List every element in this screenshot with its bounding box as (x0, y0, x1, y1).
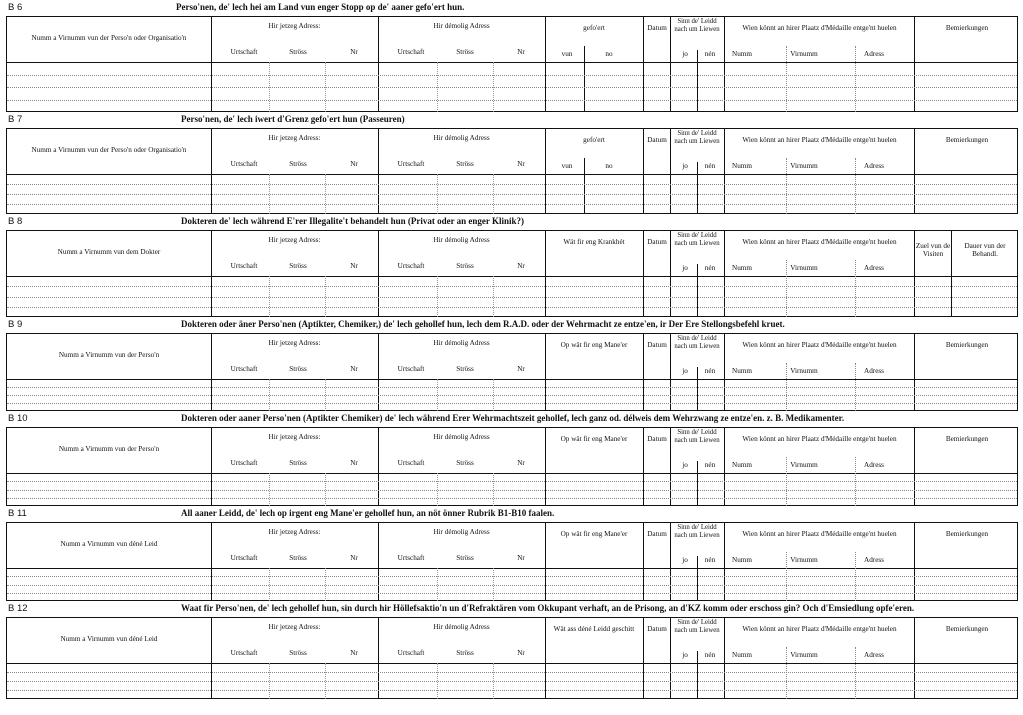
current-address-sub: Urtschaft (230, 649, 258, 657)
medal-address: Adress (864, 461, 884, 469)
section-header (6, 2, 1018, 17)
column-divider (211, 333, 212, 410)
section-table (6, 333, 1018, 411)
medal-header: Wien könnt an hirer Plaatz d'Médaille entge'nt huelen (742, 530, 897, 538)
former-address-sub: Urtschaft (397, 365, 425, 373)
current-address-sub: Ströss (289, 554, 307, 562)
medal-name: Numm (732, 461, 752, 469)
column-divider (670, 16, 671, 111)
former-address-sub: Urtschaft (397, 160, 425, 168)
column-divider (724, 522, 725, 600)
medal-firstname: Virnumm (790, 367, 818, 375)
middle-column-header: gefo'ert (583, 136, 605, 144)
to-sub: no (605, 50, 613, 58)
remarks-header: Bemierkungen (945, 530, 989, 538)
column-divider (697, 50, 698, 111)
section-b6 (6, 2, 1018, 112)
current-address-sub: Ströss (289, 649, 307, 657)
column-divider (378, 128, 379, 213)
former-address-header: Hir démolig Adress (433, 623, 490, 631)
name-column-header: Numm a Virnumm vun dem Dokter (57, 248, 161, 256)
medal-firstname: Virnumm (790, 651, 818, 659)
former-address-sub: Ströss (456, 48, 474, 56)
former-address-sub: Nr (517, 459, 525, 467)
alive-yes: jo (682, 264, 688, 272)
former-address-sub: Nr (517, 160, 525, 168)
column-divider (914, 522, 915, 600)
medal-header: Wien könnt an hirer Plaatz d'Médaille entge'nt huelen (742, 625, 897, 633)
remarks-header: Bemierkungen (945, 341, 989, 349)
current-address-header: Hir jetzeg Adress: (268, 22, 321, 30)
column-divider (914, 333, 915, 410)
visits-header: Zuel vun de Visiten (915, 242, 951, 258)
section-table (6, 128, 1018, 214)
to-sub: no (605, 162, 613, 170)
current-address-sub: Urtschaft (230, 160, 258, 168)
medal-header: Wien könnt an hirer Plaatz d'Médaille entge'nt huelen (742, 238, 897, 246)
former-address-sub: Nr (517, 554, 525, 562)
alive-yes: jo (682, 556, 688, 564)
current-address-sub: Urtschaft (230, 262, 258, 270)
section-header (6, 114, 1018, 129)
row-rule (7, 490, 1017, 491)
medal-firstname: Virnumm (790, 162, 818, 170)
section-code: B 7 (8, 114, 23, 125)
row-rule (7, 87, 1017, 88)
middle-column-header: Op wät fir eng Mane'er (560, 435, 628, 443)
section-header (6, 508, 1018, 523)
medal-firstname: Virnumm (790, 461, 818, 469)
row-rule (7, 387, 1017, 388)
section-code: B 6 (8, 2, 23, 13)
row-rule (7, 75, 1017, 76)
section-code: B 10 (8, 413, 28, 424)
section-b11 (6, 508, 1018, 601)
section-header (6, 216, 1018, 231)
column-divider (914, 427, 915, 505)
column-divider (545, 617, 546, 698)
column-divider (211, 617, 212, 698)
row-rule (7, 194, 1017, 195)
alive-header: Sinn de' Leidd nach um Liewen (674, 619, 720, 634)
alive-header: Sinn de' Leidd nach um Liewen (674, 429, 720, 444)
row-rule (7, 184, 1017, 185)
medal-header: Wien könnt an hirer Plaatz d'Médaille entge'nt huelen (742, 24, 897, 32)
current-address-sub: Nr (350, 48, 358, 56)
alive-header: Sinn de' Leidd nach um Liewen (674, 524, 720, 539)
section-title: Perso'nen, de' lech iwert d'Grenz gefo'ert hun (Passeuren) (181, 114, 405, 124)
column-divider (914, 128, 915, 213)
former-address-header: Hir démolig Adress (433, 236, 490, 244)
header-divider (7, 276, 1017, 277)
alive-no: nén (704, 651, 716, 659)
section-title: All aaner Leidd, de' lech op irgent eng Mane'er gehollef hun, an nöt önner Rubrik B1-B10 faalen. (181, 508, 555, 518)
column-divider (378, 333, 379, 410)
column-divider (378, 617, 379, 698)
column-divider (724, 333, 725, 410)
former-address-sub: Urtschaft (397, 459, 425, 467)
medal-firstname: Virnumm (790, 556, 818, 564)
section-title: Dokteren oder äner Perso'nen (Aptikter, Chemiker,) de' lech gehollef hun, lech dem R.A.D. oder der Wehrmacht ze entze'en, ir Der Ere Stellongsbefehl kruet. (181, 319, 785, 329)
current-address-sub: Ströss (289, 160, 307, 168)
alive-no: nén (704, 461, 716, 469)
former-address-sub: Ströss (456, 365, 474, 373)
former-address-sub: Urtschaft (397, 48, 425, 56)
alive-no: nén (704, 50, 716, 58)
medal-address: Adress (864, 556, 884, 564)
medal-firstname: Virnumm (790, 264, 818, 272)
name-column-header: Numm a Virnumm vun der Perso'n oder Organisatio'n (31, 146, 187, 154)
column-divider (670, 128, 671, 213)
section-title: Waat fir Perso'nen, de' lech gehollef hun, sin durch hir Höllefsaktio'n un d'Refraktären vom Okkupant verhaft, an de Prisong, an d'KZ komm oder erschoss gin? Och d'Emsiedlung opfe'eren. (181, 603, 915, 613)
section-header (6, 413, 1018, 428)
current-address-sub: Urtschaft (230, 459, 258, 467)
row-rule (7, 307, 1017, 308)
row-rule (7, 690, 1017, 691)
column-divider (914, 16, 915, 111)
section-header (6, 603, 1018, 618)
former-address-sub: Ströss (456, 649, 474, 657)
header-divider (7, 473, 1017, 474)
column-divider (545, 128, 546, 213)
former-address-sub: Ströss (456, 554, 474, 562)
medal-name: Numm (732, 367, 752, 375)
section-code: B 11 (8, 508, 27, 519)
former-address-sub: Nr (517, 365, 525, 373)
current-address-header: Hir jetzeg Adress: (268, 339, 321, 347)
column-divider (584, 46, 585, 112)
column-divider (378, 16, 379, 111)
column-divider (545, 522, 546, 600)
current-address-sub: Nr (350, 365, 358, 373)
column-divider (670, 617, 671, 698)
date-header: Datum (647, 24, 667, 32)
medal-address: Adress (864, 162, 884, 170)
row-rule (7, 672, 1017, 673)
column-divider (724, 617, 725, 698)
former-address-sub: Nr (517, 48, 525, 56)
section-code: B 8 (8, 216, 23, 227)
medal-header: Wien könnt an hirer Plaatz d'Médaille entge'nt huelen (742, 341, 897, 349)
header-divider (7, 379, 1017, 380)
section-code: B 9 (8, 319, 23, 330)
header-divider (7, 62, 1017, 63)
section-title: Dokteren oder aaner Perso'nen (Aptikter Chemiker) de' lech während Erer Wehrmachtszeit gehollef, lech ganz od. délweis dem Wehrzwang ze entze'en. z. B. Medikamenter. (181, 413, 845, 423)
column-divider (724, 128, 725, 213)
column-divider (545, 333, 546, 410)
column-divider (914, 617, 915, 698)
remarks-header: Bemierkungen (945, 24, 989, 32)
current-address-sub: Urtschaft (230, 48, 258, 56)
column-divider (670, 522, 671, 600)
column-divider (211, 427, 212, 505)
row-rule (7, 286, 1017, 287)
column-divider (378, 427, 379, 505)
medal-header: Wien könnt an hirer Plaatz d'Médaille entge'nt huelen (742, 435, 897, 443)
former-address-header: Hir démolig Adress (433, 433, 490, 441)
row-rule (7, 498, 1017, 499)
current-address-header: Hir jetzeg Adress: (268, 623, 321, 631)
former-address-sub: Ströss (456, 262, 474, 270)
alive-no: nén (704, 367, 716, 375)
section-b9 (6, 319, 1018, 411)
former-address-sub: Urtschaft (397, 649, 425, 657)
middle-column-header: gefo'ert (583, 24, 605, 32)
name-column-header: Numm a Virnumm vun déné Leid (60, 540, 158, 548)
alive-yes: jo (682, 461, 688, 469)
from-sub: vun (561, 50, 573, 58)
column-divider (211, 16, 212, 111)
current-address-sub: Urtschaft (230, 365, 258, 373)
current-address-header: Hir jetzeg Adress: (268, 236, 321, 244)
column-divider (724, 16, 725, 111)
date-header: Datum (647, 136, 667, 144)
alive-header: Sinn de' Leidd nach um Liewen (674, 335, 720, 350)
medal-header: Wien könnt an hirer Plaatz d'Médaille entge'nt huelen (742, 136, 897, 144)
row-rule (7, 297, 1017, 298)
row-rule (7, 585, 1017, 586)
section-table (6, 617, 1018, 699)
former-address-header: Hir démolig Adress (433, 339, 490, 347)
former-address-header: Hir démolig Adress (433, 134, 490, 142)
name-column-header: Numm a Virnumm vun der Perso'n (58, 445, 160, 453)
alive-header: Sinn de' Leidd nach um Liewen (674, 18, 720, 33)
middle-column-header: Op wät fir eng Mane'er (560, 341, 628, 349)
current-address-sub: Nr (350, 262, 358, 270)
current-address-sub: Nr (350, 459, 358, 467)
section-title: Dokteren de' lech während E'rer Illegalite't behandelt hun (Privat oder an enger Klinik?) (181, 216, 525, 226)
section-header (6, 319, 1018, 334)
former-address-sub: Nr (517, 262, 525, 270)
column-divider (545, 16, 546, 111)
column-divider (724, 230, 725, 316)
name-column-header: Numm a Virnumm vun der Perso'n (58, 351, 160, 359)
section-table (6, 230, 1018, 317)
alive-yes: jo (682, 367, 688, 375)
former-address-sub: Urtschaft (397, 262, 425, 270)
row-rule (7, 100, 1017, 101)
column-divider (378, 522, 379, 600)
column-divider (670, 427, 671, 505)
current-address-sub: Nr (350, 554, 358, 562)
current-address-sub: Ströss (289, 262, 307, 270)
remarks-header: Bemierkungen (945, 136, 989, 144)
header-divider (7, 174, 1017, 175)
date-header: Datum (647, 238, 667, 246)
section-b12 (6, 603, 1018, 699)
current-address-sub: Ströss (289, 365, 307, 373)
date-header: Datum (647, 530, 667, 538)
row-rule (7, 593, 1017, 594)
column-divider (545, 230, 546, 316)
column-divider (697, 162, 698, 213)
alive-header: Sinn de' Leidd nach um Liewen (674, 130, 720, 145)
section-b10 (6, 413, 1018, 506)
column-divider (670, 230, 671, 316)
date-header: Datum (647, 341, 667, 349)
medal-address: Adress (864, 367, 884, 375)
medal-name: Numm (732, 651, 752, 659)
former-address-header: Hir démolig Adress (433, 22, 490, 30)
column-divider (211, 230, 212, 316)
date-header: Datum (647, 435, 667, 443)
name-column-header: Numm a Virnumm vun der Perso'n oder Organisatio'n (31, 34, 187, 42)
duration-header: Dauer vun der Behandl. (964, 242, 1006, 258)
column-divider (378, 230, 379, 316)
row-rule (7, 576, 1017, 577)
row-rule (7, 681, 1017, 682)
remarks-header: Bemierkungen (945, 625, 989, 633)
from-sub: vun (561, 162, 573, 170)
medal-address: Adress (864, 651, 884, 659)
alive-no: nén (704, 264, 716, 272)
current-address-sub: Urtschaft (230, 554, 258, 562)
row-rule (7, 204, 1017, 205)
column-divider (211, 128, 212, 213)
current-address-header: Hir jetzeg Adress: (268, 528, 321, 536)
section-table (6, 16, 1018, 112)
former-address-sub: Ströss (456, 459, 474, 467)
column-divider (670, 333, 671, 410)
medal-address: Adress (864, 264, 884, 272)
former-address-sub: Urtschaft (397, 554, 425, 562)
current-address-sub: Nr (350, 649, 358, 657)
alive-header: Sinn de' Leidd nach um Liewen (674, 232, 720, 247)
section-b8 (6, 216, 1018, 317)
row-rule (7, 403, 1017, 404)
former-address-sub: Nr (517, 649, 525, 657)
medal-name: Numm (732, 162, 752, 170)
current-address-sub: Ströss (289, 459, 307, 467)
column-divider (724, 427, 725, 505)
medal-name: Numm (732, 50, 752, 58)
alive-no: nén (704, 162, 716, 170)
section-table (6, 427, 1018, 506)
name-column-header: Numm a Virnumm vun déné Leid (60, 635, 158, 643)
header-divider (7, 568, 1017, 569)
section-b7 (6, 114, 1018, 214)
column-divider (211, 522, 212, 600)
medal-address: Adress (864, 50, 884, 58)
former-address-header: Hir démolig Adress (433, 528, 490, 536)
alive-no: nén (704, 556, 716, 564)
medal-name: Numm (732, 264, 752, 272)
medal-firstname: Virnumm (790, 50, 818, 58)
section-table (6, 522, 1018, 601)
column-divider (584, 158, 585, 214)
header-divider (7, 663, 1017, 664)
middle-column-header: Op wät fir eng Mane'er (560, 530, 628, 538)
alive-yes: jo (682, 50, 688, 58)
section-code: B 12 (8, 603, 28, 614)
middle-column-header: Wät fir eng Krankhét (563, 238, 625, 246)
row-rule (7, 481, 1017, 482)
date-header: Datum (647, 625, 667, 633)
current-address-header: Hir jetzeg Adress: (268, 134, 321, 142)
remarks-header: Bemierkungen (945, 435, 989, 443)
column-divider (697, 264, 698, 316)
alive-yes: jo (682, 162, 688, 170)
middle-column-header: Wät ass déné Leidd geschitt (553, 625, 635, 633)
alive-yes: jo (682, 651, 688, 659)
row-rule (7, 395, 1017, 396)
column-divider (951, 230, 952, 316)
current-address-sub: Nr (350, 160, 358, 168)
former-address-sub: Ströss (456, 160, 474, 168)
current-address-header: Hir jetzeg Adress: (268, 433, 321, 441)
medal-name: Numm (732, 556, 752, 564)
section-title: Perso'nen, de' lech hei am Land vun enger Stopp op de' aaner gefo'ert hun. (176, 2, 465, 12)
current-address-sub: Ströss (289, 48, 307, 56)
column-divider (545, 427, 546, 505)
